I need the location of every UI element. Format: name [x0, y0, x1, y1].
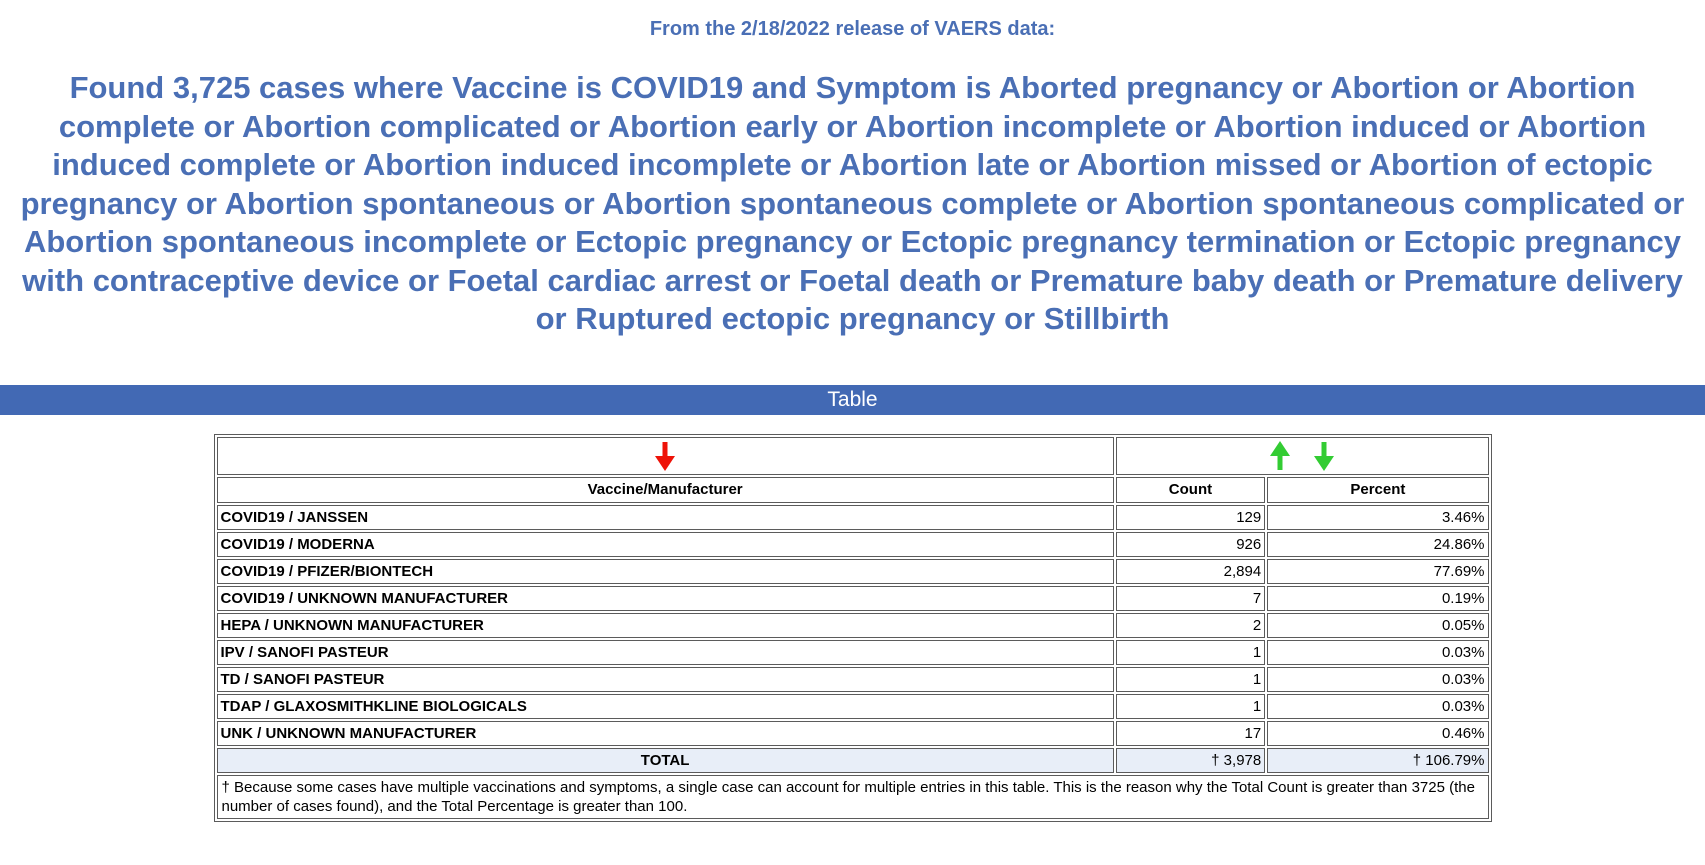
table-section-banner — [0, 385, 1705, 415]
table-rows — [217, 505, 1489, 746]
footnote-text: † Because some cases have multiple vaccinations and symptoms, a single case can account for multiple entries in this table. This is the reason why the Total Count is greater than 3725 (the number of cases found), and the Total Percentage is greater than 100. — [217, 775, 1489, 819]
table-banner-label: Table — [827, 387, 878, 411]
table-row — [217, 505, 1489, 530]
column-header-count: Count — [1116, 477, 1266, 503]
sort-controls-row — [217, 437, 1489, 475]
count-cell: 129 — [1116, 505, 1266, 530]
percent-cell: 24.86% — [1267, 532, 1488, 557]
table-row — [217, 613, 1489, 638]
percent-cell: 0.03% — [1267, 667, 1488, 692]
percent-cell: 0.19% — [1267, 586, 1488, 611]
table-row — [217, 640, 1489, 665]
green-down-arrow-icon[interactable] — [1308, 446, 1336, 463]
vaccine-manufacturer-cell: UNK / UNKNOWN MANUFACTURER — [217, 721, 1114, 746]
count-cell: 1 — [1116, 640, 1266, 665]
vaccine-manufacturer-cell: TDAP / GLAXOSMITHKLINE BIOLOGICALS — [217, 694, 1114, 719]
table-row — [217, 721, 1489, 746]
column-header-vaccine: Vaccine/Manufacturer — [217, 477, 1114, 503]
count-cell: 17 — [1116, 721, 1266, 746]
vaccine-manufacturer-cell: IPV / SANOFI PASTEUR — [217, 640, 1114, 665]
column-header-percent: Percent — [1267, 477, 1488, 503]
red-down-arrow-icon[interactable] — [653, 446, 677, 463]
table-row — [217, 694, 1489, 719]
table-row — [217, 532, 1489, 557]
sort-vaccine-descending-button[interactable] — [217, 437, 1114, 475]
table-row — [217, 667, 1489, 692]
percent-cell: 0.03% — [1267, 694, 1488, 719]
search-results-headline: Found 3,725 cases where Vaccine is COVID19 and Symptom is Aborted pregnancy or Abortion or Abortion complete or Abortion complicated or Abortion early or Abortion incomplete or Abortion induced or Abortion induced complete or Abortion induced incomplete or Abortion late or Abortion missed or Abortion of ectopic pregnancy or Abortion spontaneous or Abortion spontaneous complete or Abortion spontaneous complicated or Abortion spontaneous incomplete or Ectopic pregnancy or Ectopic pregnancy termination or Ectopic pregnancy with contraceptive device or Foetal cardiac arrest or Foetal death or Premature baby death or Premature delivery or Ruptured ectopic pregnancy or Stillbirth — [20, 70, 1685, 336]
count-cell: 1 — [1116, 694, 1266, 719]
column-headers-row — [217, 477, 1489, 503]
vaccine-manufacturer-cell: HEPA / UNKNOWN MANUFACTURER — [217, 613, 1114, 638]
count-cell: 1 — [1116, 667, 1266, 692]
release-line: From the 2/18/2022 release of VAERS data: — [649, 18, 1056, 40]
percent-cell: 0.46% — [1267, 721, 1488, 746]
green-up-arrow-icon[interactable] — [1268, 446, 1296, 463]
vaccine-manufacturer-cell: COVID19 / MODERNA — [217, 532, 1114, 557]
footnote-row — [217, 775, 1489, 819]
count-cell: 2 — [1116, 613, 1266, 638]
total-percent: † 106.79% — [1267, 748, 1488, 773]
percent-cell: 0.03% — [1267, 640, 1488, 665]
table-row — [217, 586, 1489, 611]
vaccine-manufacturer-cell: COVID19 / JANSSEN — [217, 505, 1114, 530]
table-row — [217, 559, 1489, 584]
count-cell: 7 — [1116, 586, 1266, 611]
count-cell: 2,894 — [1116, 559, 1266, 584]
percent-cell: 3.46% — [1267, 505, 1488, 530]
percent-cell: 0.05% — [1267, 613, 1488, 638]
vaccine-manufacturer-cell: COVID19 / UNKNOWN MANUFACTURER — [217, 586, 1114, 611]
sort-values-buttons[interactable] — [1116, 437, 1489, 475]
total-count: † 3,978 — [1116, 748, 1266, 773]
vaccine-manufacturer-cell: TD / SANOFI PASTEUR — [217, 667, 1114, 692]
percent-cell: 77.69% — [1267, 559, 1488, 584]
total-label: TOTAL — [217, 748, 1114, 773]
results-table — [214, 434, 1492, 822]
vaccine-manufacturer-cell: COVID19 / PFIZER/BIONTECH — [217, 559, 1114, 584]
count-cell: 926 — [1116, 532, 1266, 557]
total-row — [217, 748, 1489, 773]
